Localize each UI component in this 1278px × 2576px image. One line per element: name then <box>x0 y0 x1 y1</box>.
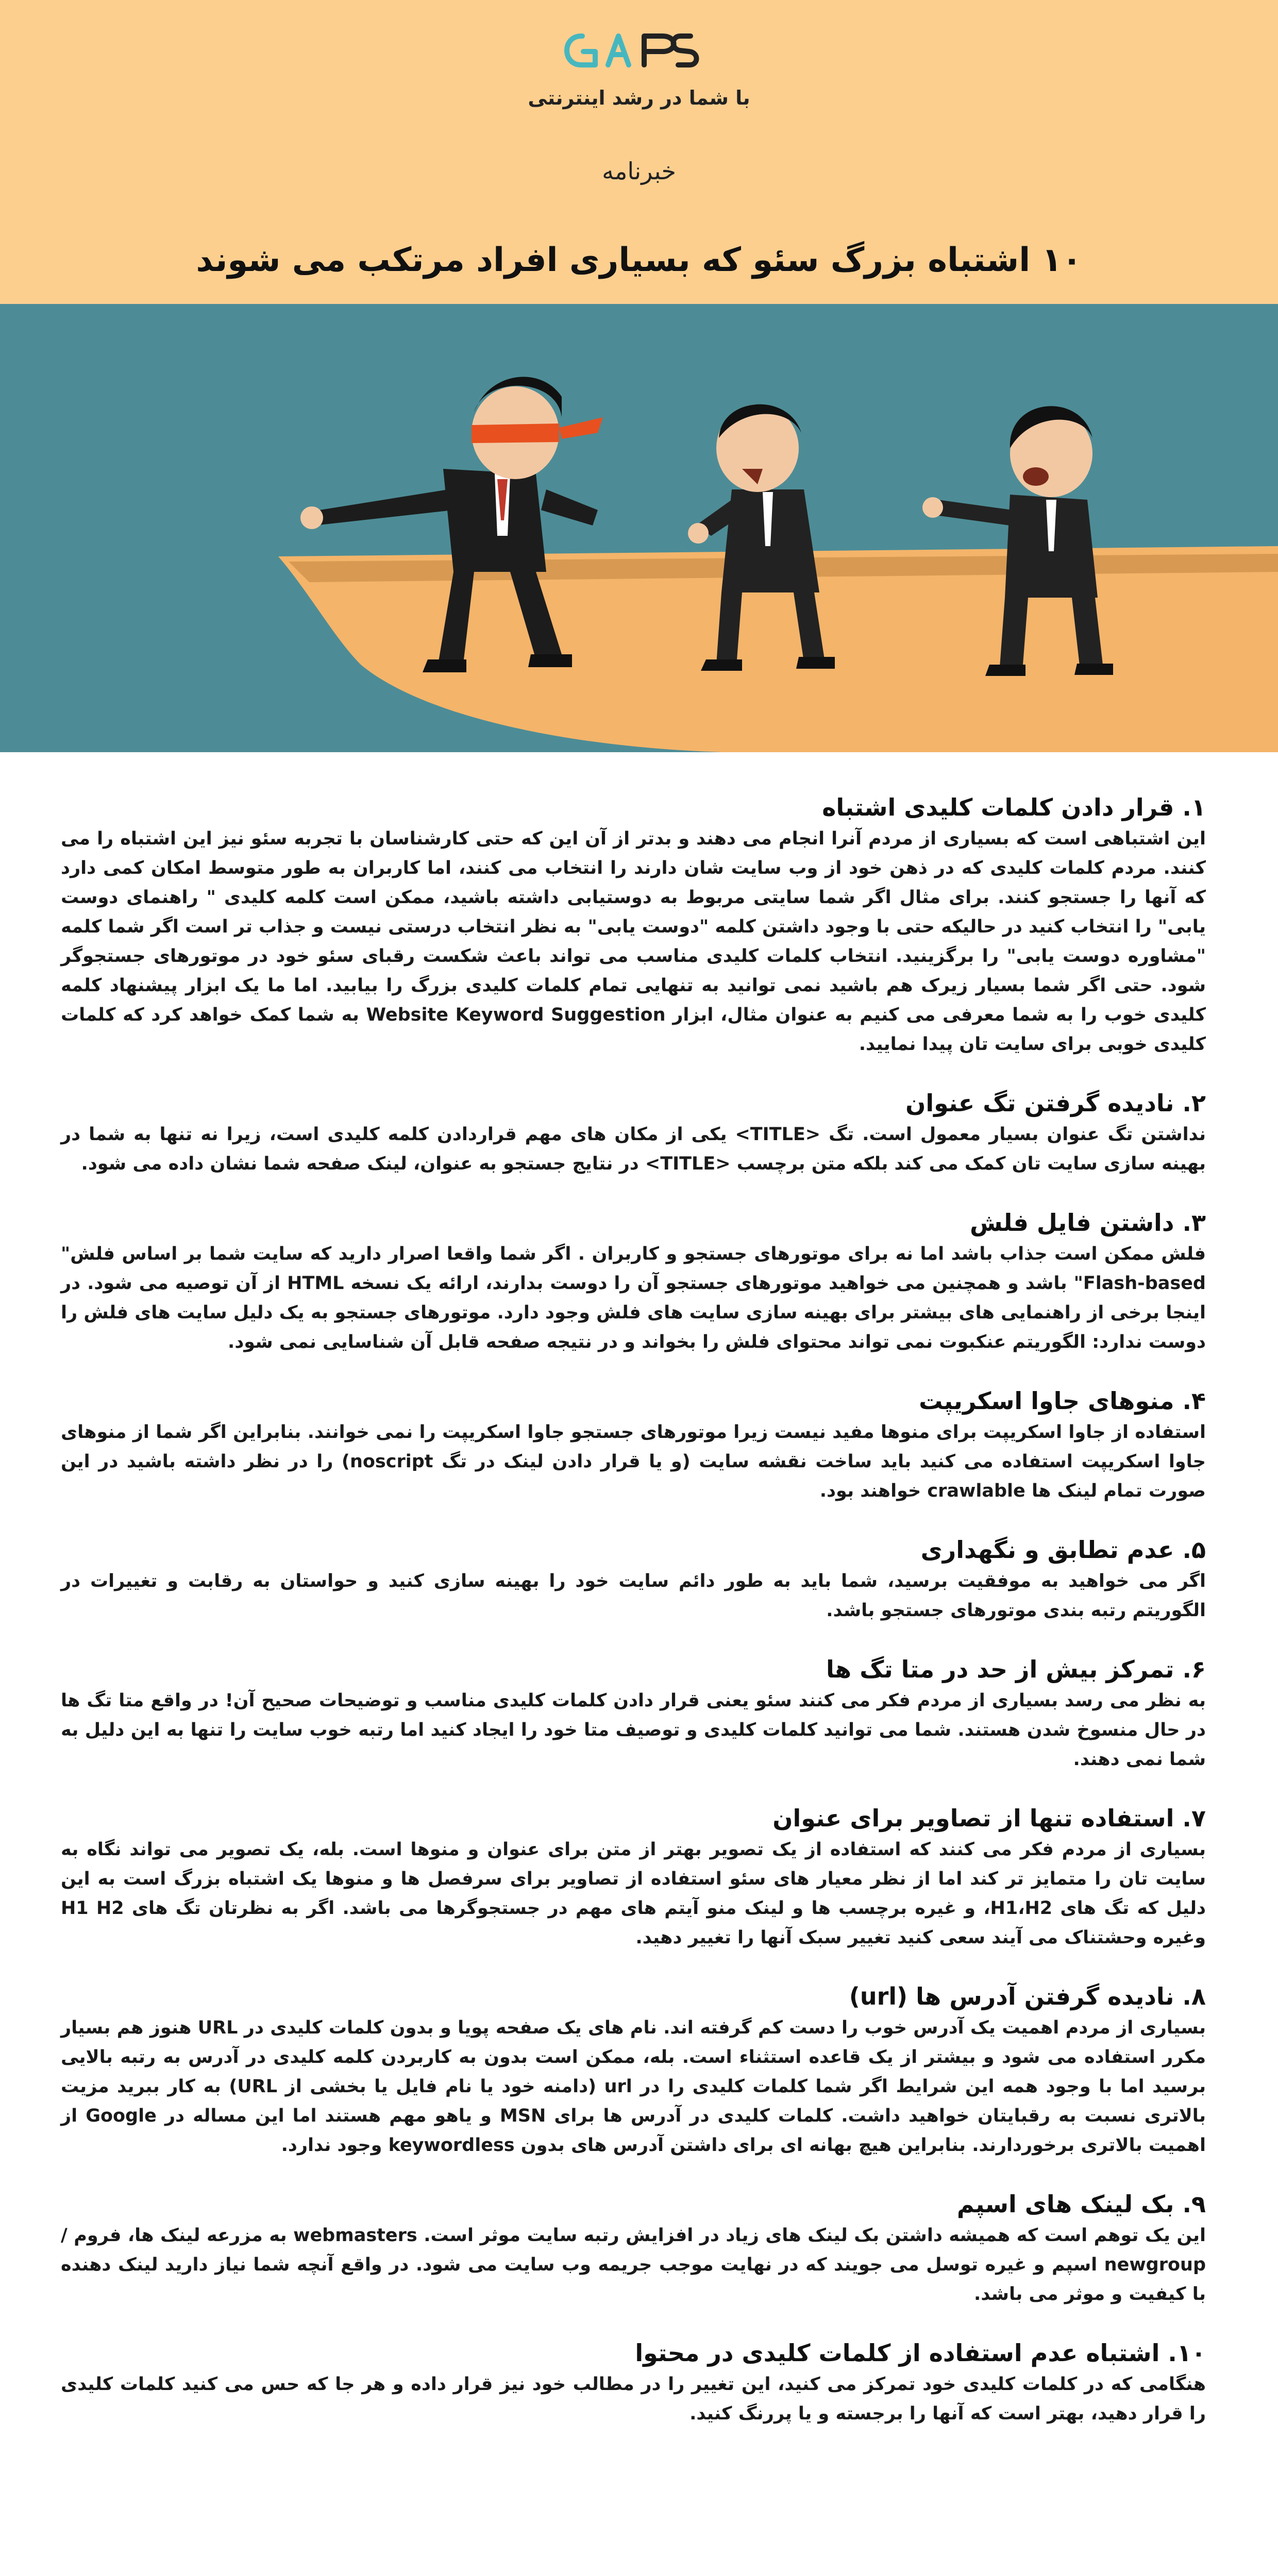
blind-leading-illustration <box>0 304 1278 752</box>
article-section <box>61 1209 1206 1357</box>
section-text: هنگامی که در کلمات کلیدی خود تمرکز می کنید، این تغییر را در مطالب خود نیز قرار داده و هر جا که حس می کنید کلمات کلیدی را قرار دهید، بهتر است که آنها را برجسته و یا پررنگ کنید. <box>61 2374 1206 2424</box>
gaparsian-logo-icon <box>551 21 727 82</box>
section-text: اگر می خواهید به موفقیت برسید، شما باید به طور دائم سایت خود را بهینه سازی کنید و حواستان به رقابت و تغییرات در الگوریتم رتبه بندی موتورهای جستجو باشد. <box>61 1571 1206 1621</box>
article-section <box>61 1387 1206 1506</box>
section-text: فلش ممکن است جذاب باشد اما نه برای موتورهای جستجو و کاربران . اگر شما واقعا اصرار دارید که سایت شما بر اساس فلش" Flash-based" باشد و همچنین می خواهید موتورهای جستجو آن را دوست بدارند، ارائه یک نسخه HTML از آن توصیه می شود. در اینجا برخی از راهنمایی های بیشتر برای بهینه سازی سایت های فلش وجود دارد. موتورهای جستجو به یک دلیل سایت های فلش را دوست ندارد: الگوریتم عنکبوت نمی تواند محتوای فلش را بخواند و در نتیجه صفحه قابل آن شناسایی نمی شود. <box>61 1244 1206 1352</box>
article-section <box>61 793 1206 1059</box>
article-section <box>61 1536 1206 1625</box>
section-text: به نظر می رسد بسیاری از مردم فکر می کنند سئو یعنی قرار دادن کلمات کلیدی مناسب و توضیحات صحیح آن! در واقع متا تگ ها در حال منسوخ شدن هستند. شما می توانید کلمات کلیدی و توصیف متا خود را ایجاد کنید اما رتبه خوب سایت را تنها به این دلیل به شما نمی دهند. <box>61 1690 1206 1770</box>
article-section <box>61 1982 1206 2160</box>
section-title: ۸. نادیده گرفتن آدرس ها (url) <box>849 1982 1206 2010</box>
article-section <box>61 2190 1206 2309</box>
section-title: ۷. استفاده تنها از تصاویر برای عنوان <box>772 1804 1206 1832</box>
section-title: ۲. نادیده گرفتن تگ عنوان <box>905 1089 1206 1117</box>
section-text: این یک توهم است که همیشه داشتن بک لینک های زیاد در افزایش رتبه سایت موثر است. webmasters به مزرعه لینک ها، فروم / newgroup اسپم و غیره توسل می جویند که در نهایت موجب جریمه وب سایت می شود. در واقع آنچه شما نیاز دارید لینک دهنده با کیفیت و موثر می باشد. <box>61 2225 1206 2304</box>
section-title: ۴. منوهای جاوا اسکریپت <box>919 1387 1206 1415</box>
brand-logo <box>515 21 763 109</box>
section-title: ۳. داشتن فایل فلش <box>969 1209 1206 1236</box>
section-title: ۶. تمرکز بیش از حد در متا تگ ها <box>826 1655 1206 1683</box>
article-section <box>61 1804 1206 1953</box>
section-text: نداشتن تگ عنوان بسیار معمول است. تگ <TITLE> یکی از مکان های مهم قراردادن کلمه کلیدی است، زیرا نه تنها به شما در بهینه سازی سایت تان کمک می کند بلکه متن برچسب <TITLE> در نتایج جستجو به عنوان، لینک صفحه شما نشان داده می شود. <box>61 1124 1206 1174</box>
section-title: ۱. قرار دادن کلمات کلیدی اشتباه <box>822 793 1206 821</box>
article-section <box>61 1655 1206 1774</box>
section-text: استفاده از جاوا اسکریپت برای منوها مفید نیست زیرا موتورهای جستجو جاوا اسکریپت را نمی خوانند. بنابراین اگر شما از منوهای جاوا اسکریپت استفاده می کنید باید ساخت نقشه سایت (و یا قرار دادن لینک در تگ noscript) را در نظر داشته باشید در این صورت تمام لینک ها crawlable خواهند بود. <box>61 1422 1206 1501</box>
article-section <box>61 1089 1206 1179</box>
section-text: بسیاری از مردم اهمیت یک آدرس خوب را دست کم گرفته اند. نام های یک صفحه پویا و بدون کلمات کلیدی در URL هنوز هم بسیار مکرر استفاده می شود و بیشتر از یک قاعده استثناء است. بله، ممکن است بدون به کاربردن کلمه کلیدی در آدرس به رتبه بالایی برسید اما با وجود همه این شرایط اگر شما کلمات کلیدی را در url (دامنه خود یا نام فایل یا بخشی از URL) به کار ببرید مزیت بالاتری نسبت به رقبایتان خواهید داشت. کلمات کلیدی در آدرس ها برای MSN و یاهو مهم هستند اما این مساله در Google از اهمیت بالاتری برخوردارند. بنابراین هیچ بهانه ای برای داشتن آدرس های بدون keywordless وجود ندارد. <box>61 2018 1206 2156</box>
article-section <box>61 2339 1206 2429</box>
header-banner <box>0 0 1278 304</box>
section-title: ۵. عدم تطابق و نگهداری <box>920 1536 1206 1564</box>
section-title: ۱۰. اشتباه عدم استفاده از کلمات کلیدی در محتوا <box>635 2339 1206 2367</box>
hero-illustration <box>0 304 1278 752</box>
section-text: این اشتباهی است که بسیاری از مردم آنرا انجام می دهند و بدتر از آن این که حتی کارشناسان با تجربه سئو نیز این اشتباه را می کنند. مردم کلمات کلیدی که در ذهن خود از وب سایت شان دارند را انتخاب می کنند، اما کاربران به طور متوسط امکان کمی دارد که آنها را جستجو کنند. برای مثال اگر شما سایتی مربوط به دوستیابی داشته باشید، ممکن است کلمه کلیدی " راهنمای دوست یابی" را انتخاب کنید در حالیکه حتی با وجود داشتن کلمه "دوست یابی" به نظر انتخاب درستی نیست و جذاب تر است اگر شما کلمه "مشاوره دوست یابی" را برگزینید. انتخاب کلمات کلیدی مناسب می تواند باعث شکست رقبای سئو خود در موتورهای جستجوگر شود. حتی اگر شما بسیار زیرک هم باشید نمی توانید به تنهایی تمام کلمات کلیدی بزرگ را بیابید. اما ما یک ابزار پیشنهاد کلمه کلیدی خوب را به شما معرفی می کنیم به عنوان مثال، ابزار Website Keyword Suggestion به شما کمک خواهد کرد که کلمات کلیدی خوبی برای سایت تان پیدا نمایید. <box>61 828 1206 1055</box>
newsletter-kicker: خبرنامه <box>602 157 676 185</box>
section-title: ۹. بک لینک های اسپم <box>956 2190 1206 2218</box>
article-body <box>61 793 1206 2459</box>
page-title: ۱۰ اشتباه بزرگ سئو که بسیاری افراد مرتکب می شوند <box>196 241 1082 279</box>
logo-tagline: با شما در رشد اینترنتی <box>528 87 750 109</box>
section-text: بسیاری از مردم فکر می کنند که استفاده از یک تصویر بهتر از متن برای عنوان و منوها است. بله، یک تصویر می تواند نگاه به سایت تان را متمایز تر کند اما از نظر معیار های سئو استفاده از تصاویر برای سرفصل ها و منوها یک اشتباه بزرگ است به این دلیل که تگ های H1،H2، و غیره برچسب ها و لینک منو آیتم های مهم در جستجوگرها می باشد. اگر به نظرتان تگ های H1 H2 وغیره وحشتناک می آیند سعی کنید تغییر سبک آنها را تغییر دهید. <box>61 1839 1206 1948</box>
